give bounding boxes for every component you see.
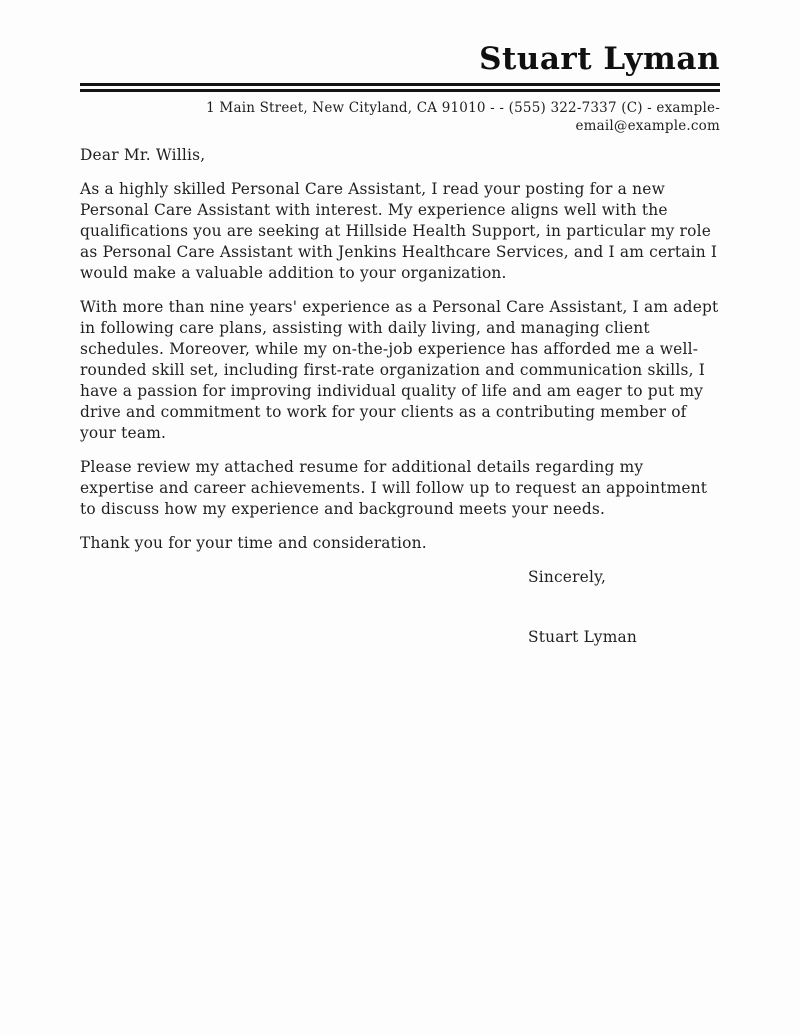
body-paragraph-4: Thank you for your time and consideration. [80, 534, 427, 553]
body-paragraph-3: Please review my attached resume for additional details regarding my expertise and career achievements. I will follow up to request an appointment to discuss how my experience and background meets your needs. [80, 458, 708, 519]
header-double-rule [80, 83, 720, 92]
closing-line: Sincerely, [528, 568, 607, 587]
letter-content [80, 0, 720, 648]
body-paragraph-1: As a highly skilled Personal Care Assistant, I read your posting for a new Personal Care Assistant with interest. My experience aligns well with the qualifications you are seeking at Hillside Health Support, in particular my role as Personal Care Assistant with Jenkins Healthcare Services, and I am certain I would make a valuable addition to your organization. [80, 180, 718, 283]
body-paragraph-2: With more than nine years' experience as a Personal Care Assistant, I am adept in following care plans, assisting with daily living, and managing client schedules. Moreover, while my on-the-job experience has afforded me a well-rounded skill set, including first-rate organization and communication skills, I have a passion for improving individual quality of life and am eager to put my drive and commitment to work for your clients as a contributing member of your team. [80, 298, 719, 443]
contact-line: 1 Main Street, New Cityland, CA 91010 - - (555) 322-7337 (C) - example-email@example.com [206, 100, 720, 135]
letter-body [80, 145, 720, 648]
letter-header-name: Stuart Lyman [479, 41, 720, 77]
signature-block [528, 567, 720, 648]
signature-name: Stuart Lyman [528, 628, 637, 647]
salutation: Dear Mr. Willis, [80, 146, 206, 165]
